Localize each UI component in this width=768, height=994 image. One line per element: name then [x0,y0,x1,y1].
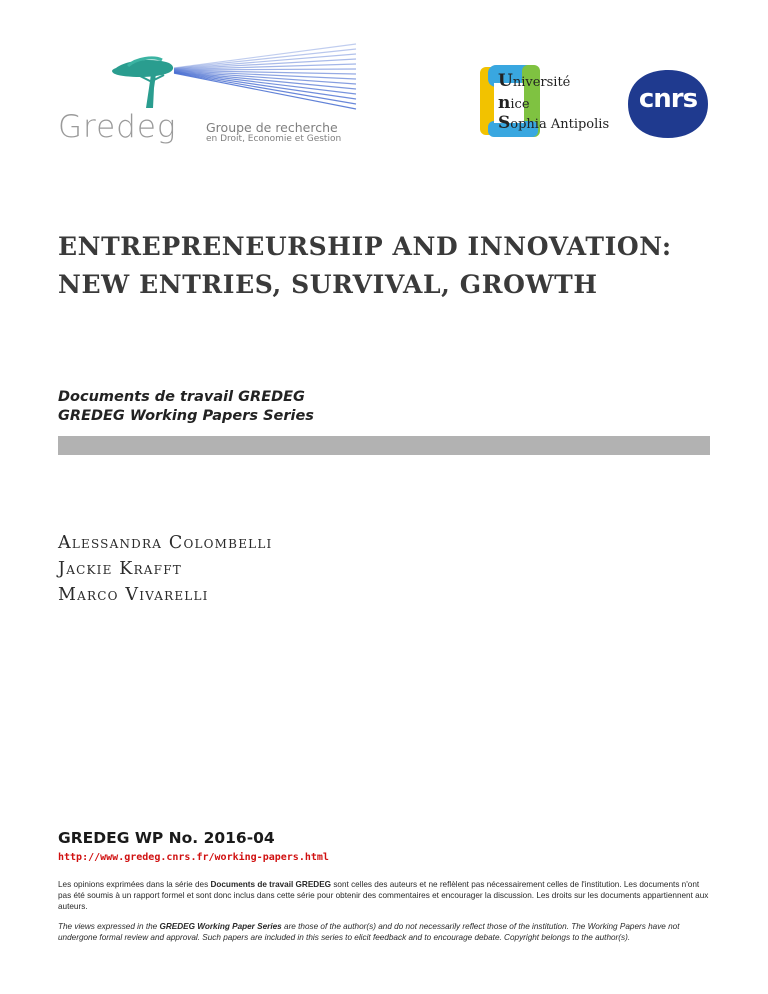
logo-ray [174,72,356,99]
working-papers-link[interactable]: http://www.gredeg.cnrs.fr/working-papers.html [58,852,329,863]
series-name-fr: Documents de travail GREDEG [58,389,305,405]
university-name-line-3: Sophia Antipolis [498,113,610,133]
university-name-line-2: nice [498,93,530,113]
university-logo [478,63,610,139]
working-paper-number: GREDEG WP No. 2016-04 [58,829,275,847]
gredeg-tagline-line-1: Groupe de recherche [206,120,338,135]
logo-ray [174,72,356,89]
logo-rays [174,44,356,109]
gredeg-tagline-line-2: en Droit, Economie et Gestion [206,134,342,144]
cnrs-logo [626,68,710,140]
gredeg-wordmark: Gredeg [58,109,177,145]
paper-title-line-2: NEW ENTRIES, SURVIVAL, GROWTH [58,270,598,299]
gredeg-logo [56,38,366,150]
author-name: Jackie Krafft [58,559,182,579]
disclaimer-english: The views expressed in the GREDEG Working Paper Series are those of the author(s) and do not necessarily reflect those of the institution. The Working Papers have not undergone formal review and approval. Such papers are included in this series to elicit feedback and to encourage debate. Copyright belongs to the author(s). [58,922,680,942]
author-name: Marco Vivarelli [58,585,209,605]
series-heading [58,388,314,426]
author-name: Alessandra Colombelli [58,533,273,553]
disclaimer-french: Les opinions exprimées dans la série des Documents de travail GREDEG sont celles des auteurs et ne reflèlent pas nécessairement celles de l'institution. Les documents n'ont pas été soumis à un rapport formel et sont donc inclus dans cette série pour obtenir des commentaires et encourager la discussion. Les droits sur les documents appartiennent aux auteurs. [58,880,709,911]
gredeg-tree-rays-graphic [56,38,366,118]
tree-icon [112,58,173,108]
logo-ray [174,49,356,68]
divider-bar [58,436,710,455]
university-name-line-1: Université [498,71,571,91]
author-list [58,530,272,608]
cnrs-wordmark: cnrs [638,84,698,114]
paper-title [58,228,718,304]
paper-title-line-1: ENTREPRENEURSHIP AND INNOVATION: [58,232,672,261]
series-name-en: GREDEG Working Papers Series [58,408,314,424]
